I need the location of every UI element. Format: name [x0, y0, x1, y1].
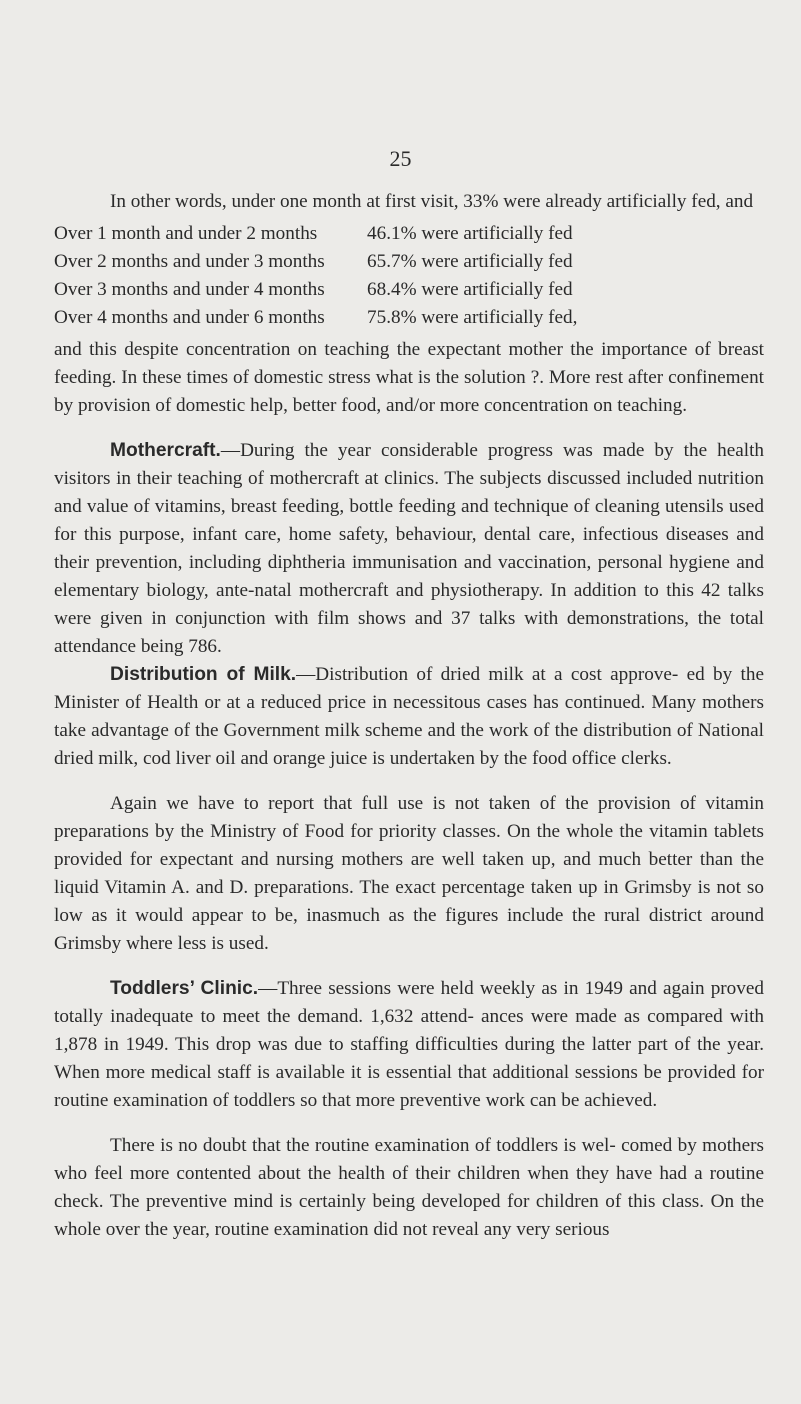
routine-paragraph: There is no doubt that the routine examination of toddlers is wel- comed by mothers who feel more contented about the health of their children when they have had a routine check. The preventive mind is certainly being developed for children of this class. On the whole over the year, routine examination did not reveal any very serious: [54, 1135, 764, 1240]
feeding-rates-list: [54, 220, 764, 332]
rate-value: 46.1% were artificially fed: [367, 223, 573, 244]
mothercraft-paragraph: [54, 437, 764, 661]
toddlers-heading: Toddlers’ Clinic.: [110, 978, 259, 999]
age-range: Over 1 month and under 2 months: [54, 223, 318, 244]
vitamins-paragraph: Again we have to report that full use is not taken of the provision of vitamin preparations by the Ministry of Food for priority classes. On the whole the vitamin tablets provided for expectant and nursing mothers are well taken up, and much better than the liquid Vitamin A. and D. preparations. The exact percentage taken up in Grimsby is not so low as it would appear to be, inasmuch as the figures include the rural district around Grimsby where less is used.: [54, 793, 764, 954]
intro-paragraph: In other words, under one month at first visit, 33% were already artificially fed, and: [110, 191, 754, 212]
rate-value: 75.8% were artificially fed,: [367, 307, 578, 328]
mothercraft-heading: Mothercraft.: [110, 440, 221, 461]
age-range: Over 4 months and under 6 months: [54, 307, 325, 328]
milk-text: —Distribution of dried milk at a cost approve- ed by the Minister of Health or at a reduced price in necessitous cases has continued. Many mothers take advantage of the Government milk scheme and the work of the distribution of National dried milk, cod liver oil and orange juice is undertaken by the food office clerks.: [54, 664, 764, 769]
mothercraft-text: —During the year considerable progress was made by the health visitors in their teaching of mothercraft at clinics. The subjects discussed included nutrition and value of vitamins, breast feeding, bottle feeding and technique of cleaning utensils used for this purpose, infant care, home safety, behaviour, dental care, infectious diseases and their prevention, including diphtheria immunisation and vaccination, personal hygiene and elementary biology, ante-natal mothercraft and physiotherapy. In addition to this 42 talks were given in conjunction with film shows and 37 talks with demonstrations, the total attendance being 786.: [54, 440, 764, 657]
feeding-rate-row: [54, 220, 764, 248]
toddlers-paragraph: [54, 975, 764, 1115]
age-range: Over 3 months and under 4 months: [54, 279, 325, 300]
feeding-rate-row: [54, 276, 764, 304]
feeding-rate-row: [54, 304, 764, 332]
rate-value: 65.7% were artificially fed: [367, 251, 573, 272]
feeding-rate-row: [54, 248, 764, 276]
milk-heading: Distribution of Milk.: [110, 664, 297, 685]
despite-paragraph: and this despite concentration on teaching the expectant mother the importance of breast feeding. In these times of domestic stress what is the solution ?. More rest after confinement by provision of domestic help, better food, and/or more concentration on teaching.: [54, 339, 764, 416]
rate-value: 68.4% were artificially fed: [367, 279, 573, 300]
page-body: [54, 188, 764, 1244]
milk-paragraph: [54, 661, 764, 773]
age-range: Over 2 months and under 3 months: [54, 251, 325, 272]
toddlers-text: —Three sessions were held weekly as in 1949 and again proved totally inadequate to meet the demand. 1,632 attend- ances were made as compared with 1,878 in 1949. This drop was due to staffing difficulties during the latter part of the year. When more medical staff is available it is essential that additional sessions be provided for routine examination of toddlers so that more preventive work can be achieved.: [54, 978, 764, 1111]
page-number: 25: [389, 146, 412, 171]
